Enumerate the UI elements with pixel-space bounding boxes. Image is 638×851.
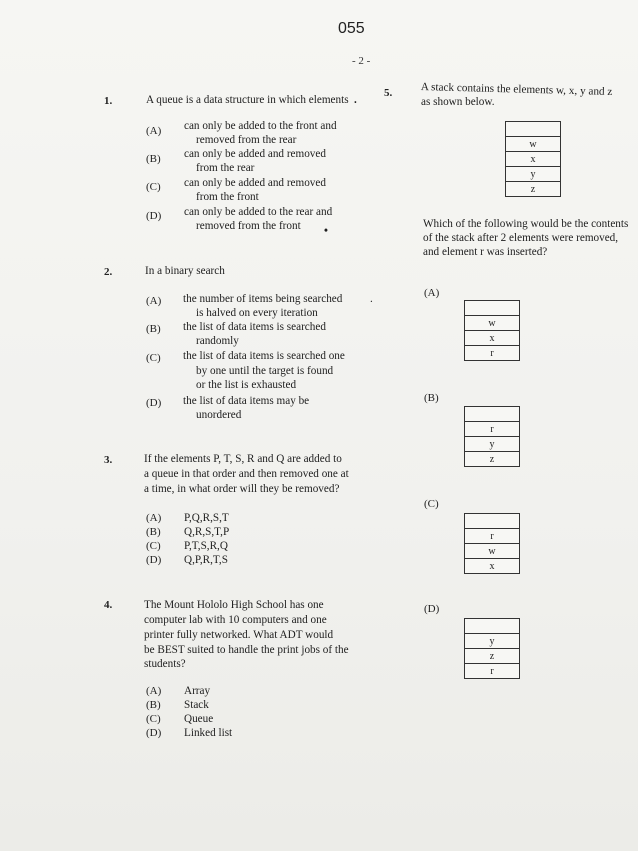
- stack-cell: r: [465, 664, 520, 679]
- q5-stem-line1: A stack contains the elements w, x, y and z: [420, 80, 613, 99]
- q3-option-a-text: P,Q,R,S,T: [184, 512, 229, 524]
- stack-cell: [506, 122, 561, 137]
- q5-option-b-label: (B): [424, 392, 439, 404]
- q2-option-c-label: (C): [146, 352, 161, 364]
- q2-option-a-line2: is halved on every iteration: [196, 307, 318, 319]
- q5-prompt-line1: Which of the following would be the contents: [423, 218, 629, 230]
- page-number: - 2 -: [352, 55, 371, 67]
- q3-option-a-label: (A): [146, 512, 162, 524]
- q2-option-d-line2: unordered: [196, 409, 242, 421]
- q3-option-b-text: Q,R,S,T,P: [184, 526, 230, 538]
- stack-cell: z: [465, 649, 520, 664]
- q2-option-a-line1: the number of items being searched: [183, 293, 343, 305]
- q2-number: 2.: [104, 266, 113, 278]
- q4-option-a-label: (A): [146, 685, 162, 697]
- q1-end-dot: •: [324, 225, 328, 237]
- stack-cell: r: [465, 346, 520, 361]
- stack-cell: r: [465, 529, 520, 544]
- stack-cell: w: [506, 137, 561, 152]
- q3-stem-line3: a time, in what order will they be removed?: [144, 483, 340, 495]
- q1-option-a-line1: can only be added to the front and: [184, 120, 337, 132]
- q5-prompt-line3: and element r was inserted?: [423, 246, 548, 258]
- q3-option-c-label: (C): [146, 540, 161, 552]
- q3-number: 3.: [104, 454, 113, 466]
- q2-option-c-line2: by one until the target is found: [196, 365, 334, 377]
- q4-option-c-label: (C): [146, 713, 161, 725]
- stack-cell: [465, 407, 520, 422]
- q4-stem-line3: printer fully networked. What ADT would: [144, 629, 334, 641]
- q1-option-c-line2: from the front: [196, 191, 259, 203]
- stack-cell: x: [506, 152, 561, 167]
- q5-initial-stack: [505, 121, 561, 197]
- q4-stem-line4: be BEST suited to handle the print jobs of the: [144, 644, 349, 656]
- q1-option-b-line1: can only be added and removed: [184, 148, 326, 160]
- q2-option-d-label: (D): [146, 397, 162, 409]
- q5-option-a-stack: [464, 300, 520, 361]
- q1-option-d-line2: removed from the front: [196, 220, 301, 232]
- q4-option-d-label: (D): [146, 727, 162, 739]
- q1-option-d-label: (D): [146, 210, 162, 222]
- q5-number: 5.: [384, 87, 393, 99]
- q1-option-c-line1: can only be added and removed: [184, 177, 326, 189]
- q5-option-a-label: (A): [424, 287, 440, 299]
- q4-option-b-label: (B): [146, 699, 161, 711]
- stack-cell: [465, 514, 520, 529]
- q3-stem-line2: a queue in that order and then removed one at: [144, 468, 349, 480]
- q3-option-d-text: Q,P,R,T,S: [184, 554, 228, 566]
- stack-cell: r: [465, 422, 520, 437]
- stack-cell: y: [506, 167, 561, 182]
- stack-cell: y: [465, 634, 520, 649]
- q4-stem-line1: The Mount Hololo High School has one: [144, 599, 324, 611]
- q5-option-d-label: (D): [424, 603, 440, 615]
- q5-stem-line2: as shown below.: [421, 96, 495, 108]
- q2-option-c-line1: the list of data items is searched one: [183, 350, 345, 362]
- q1-option-c-label: (C): [146, 181, 161, 193]
- stack-cell: z: [465, 452, 520, 467]
- q1-option-b-line2: from the rear: [196, 162, 255, 174]
- q2-option-d-line1: the list of data items may be: [183, 395, 310, 407]
- q1-option-b-label: (B): [146, 153, 161, 165]
- q1-option-a-label: (A): [146, 125, 162, 137]
- q2-option-a-label: (A): [146, 295, 162, 307]
- stack-cell: y: [465, 437, 520, 452]
- q2-option-b-label: (B): [146, 323, 161, 335]
- stack-cell: [465, 301, 520, 316]
- q4-option-a-text: Array: [184, 685, 211, 697]
- stack-cell: [465, 619, 520, 634]
- q4-stem-line5: students?: [144, 658, 186, 670]
- paper-code: 055: [338, 20, 365, 37]
- q3-option-c-text: P,T,S,R,Q: [184, 540, 228, 552]
- q1-option-a-line2: removed from the rear: [196, 134, 297, 146]
- q1-dot: .: [354, 94, 357, 106]
- q5-option-d-stack: [464, 618, 520, 679]
- q3-stem-line1: If the elements P, T, S, R and Q are added to: [144, 453, 342, 465]
- q2-option-a-dot: .: [370, 293, 373, 305]
- q1-option-d-line1: can only be added to the rear and: [184, 206, 333, 218]
- stack-cell: w: [465, 316, 520, 331]
- q4-stem-line2: computer lab with 10 computers and one: [144, 614, 327, 626]
- stack-cell: z: [506, 182, 561, 197]
- q4-option-c-text: Queue: [184, 713, 214, 725]
- q3-option-d-label: (D): [146, 554, 162, 566]
- q5-option-c-label: (C): [424, 498, 439, 510]
- q1-stem: A queue is a data structure in which elements: [146, 94, 349, 106]
- q2-option-b-line2: randomly: [196, 335, 239, 347]
- stack-cell: x: [465, 559, 520, 574]
- stack-cell: w: [465, 544, 520, 559]
- q5-prompt-line2: of the stack after 2 elements were removed,: [423, 232, 619, 244]
- q4-option-d-text: Linked list: [184, 727, 233, 739]
- q5-option-b-stack: [464, 406, 520, 467]
- q2-option-c-line3: or the list is exhausted: [196, 379, 297, 391]
- stack-cell: x: [465, 331, 520, 346]
- q1-number: 1.: [104, 95, 113, 107]
- q5-option-c-stack: [464, 513, 520, 574]
- q3-option-b-label: (B): [146, 526, 161, 538]
- q4-option-b-text: Stack: [184, 699, 209, 711]
- q2-stem: In a binary search: [145, 265, 225, 277]
- q4-number: 4.: [104, 599, 113, 611]
- q2-option-b-line1: the list of data items is searched: [183, 321, 326, 333]
